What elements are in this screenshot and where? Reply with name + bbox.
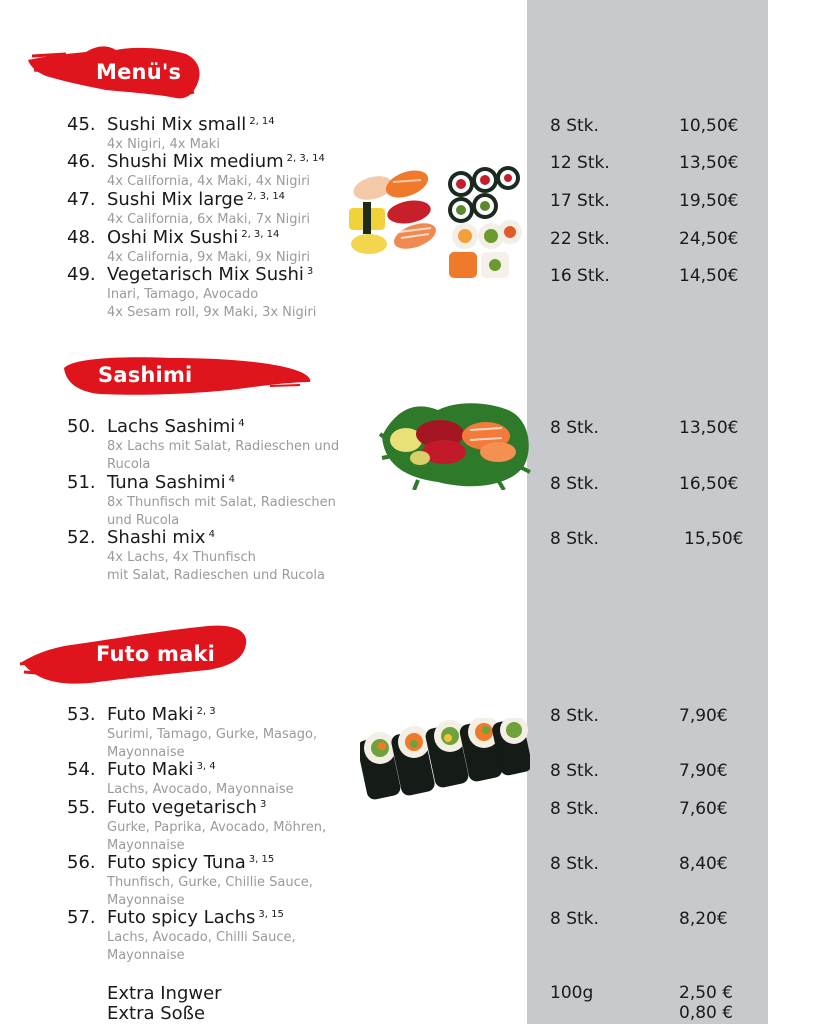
allergen-codes: 2, 3, 14 (246, 191, 286, 202)
item-price: 0,80 € (679, 1003, 734, 1023)
item-quantity: 8 Stk. (550, 799, 599, 819)
item-description: 4x Nigiri, 4x Maki (107, 137, 220, 152)
allergen-codes: 4 (228, 474, 235, 485)
item-description: 8x Thunfisch mit Salat, Radieschen und Rucola (107, 495, 336, 528)
item-quantity: 8 Stk. (550, 909, 599, 929)
item-quantity: 16 Stk. (550, 266, 610, 286)
item-quantity: 8 Stk. (550, 418, 599, 438)
item-price: 13,50€ (679, 153, 739, 173)
item-name: Tuna Sashimi $^4$ (107, 472, 235, 493)
allergen-codes: 2, 3 (196, 706, 216, 717)
allergen-codes: 4 (238, 418, 245, 429)
item-price: 2,50 € (679, 983, 734, 1003)
item-description: Lachs, Avocado, Chilli Sauce, Mayonnaise (107, 930, 296, 963)
futo-maki-photo (360, 718, 530, 806)
item-number: 51. (67, 472, 96, 493)
item-description: 4x California, 4x Maki, 4x Nigiri (107, 174, 311, 189)
item-quantity: 8 Stk. (550, 474, 599, 494)
item-quantity: 12 Stk. (550, 153, 610, 173)
item-quantity: 100g (550, 983, 594, 1003)
item-price: 7,90€ (679, 706, 728, 726)
section-title: Menü's (96, 60, 182, 84)
item-name: Sushi Mix small $^{2, 14}$ (107, 114, 275, 135)
item-price: 24,50€ (679, 229, 739, 249)
item-description: 4x California, 6x Maki, 7x Nigiri (107, 212, 311, 227)
item-number: 56. (67, 852, 96, 873)
allergen-codes: 2, 3, 14 (286, 153, 325, 164)
item-name: Futo spicy Tuna $^{3, 15}$ (107, 852, 275, 873)
item-description: Inari, Tamago, Avocado 4x Sesam roll, 9x Maki, 3x Nigiri (107, 287, 317, 320)
item-quantity: 8 Stk. (550, 706, 599, 726)
item-name: Shashi mix $^4$ (107, 527, 215, 548)
item-description: Lachs, Avocado, Mayonnaise (107, 782, 294, 797)
allergen-codes: 3 (306, 266, 314, 277)
item-number: 50. (67, 416, 96, 437)
item-price: 14,50€ (679, 266, 739, 286)
allergen-codes: 3, 4 (196, 761, 216, 772)
section-banner-sashimi (60, 352, 314, 400)
item-name: Vegetarisch Mix Sushi $^3$ (107, 264, 314, 285)
sashimi-photo (378, 396, 534, 490)
item-name: Extra Ingwer (107, 983, 222, 1004)
item-description: Surimi, Tamago, Gurke, Masago, Mayonnaise (107, 727, 318, 760)
item-name: Oshi Mix Sushi $^{2, 3, 14}$ (107, 227, 280, 248)
item-name: Lachs Sashimi $^4$ (107, 416, 245, 437)
item-number: 47. (67, 189, 96, 210)
item-price: 8,40€ (679, 854, 728, 874)
item-description: 4x California, 9x Maki, 9x Nigiri (107, 250, 311, 265)
allergen-codes: 2, 3, 14 (241, 229, 280, 240)
item-number: 57. (67, 907, 96, 928)
item-name: Sushi Mix large $^{2, 3, 14}$ (107, 189, 286, 210)
section-banner-futo-maki (18, 622, 250, 688)
item-description: 4x Lachs, 4x Thunfisch mit Salat, Radieschen und Rucola (107, 550, 325, 583)
item-price: 10,50€ (679, 116, 739, 136)
item-quantity: 8 Stk. (550, 116, 599, 136)
item-number: 45. (67, 114, 96, 135)
item-description: Gurke, Paprika, Avocado, Möhren, Mayonnaise (107, 820, 327, 853)
item-price: 7,60€ (679, 799, 728, 819)
item-quantity: 17 Stk. (550, 191, 610, 211)
item-number: 53. (67, 704, 96, 725)
item-description: Thunfisch, Gurke, Chillie Sauce, Mayonnaise (107, 875, 313, 908)
item-name: Shushi Mix medium $^{2, 3, 14}$ (107, 151, 325, 172)
item-name: Futo Maki $^{2, 3}$ (107, 704, 216, 725)
item-number: 54. (67, 759, 96, 780)
item-number: 46. (67, 151, 96, 172)
item-quantity: 8 Stk. (550, 529, 599, 549)
allergen-codes: 4 (208, 529, 215, 540)
item-quantity: 8 Stk. (550, 854, 599, 874)
item-quantity: 22 Stk. (550, 229, 610, 249)
item-name: Futo vegetarisch $^3$ (107, 797, 267, 818)
item-price: 13,50€ (679, 418, 739, 438)
section-title: Sashimi (98, 363, 193, 387)
allergen-codes: 2, 14 (249, 116, 275, 127)
item-number: 55. (67, 797, 96, 818)
sushi-mix-photo (345, 166, 525, 284)
item-number: 48. (67, 227, 96, 248)
item-price: 16,50€ (679, 474, 739, 494)
item-number: 49. (67, 264, 96, 285)
item-name: Futo Maki $^{3, 4}$ (107, 759, 216, 780)
item-price: 15,50€ (684, 529, 744, 549)
section-banner-menus (26, 42, 206, 102)
section-title: Futo maki (96, 642, 216, 666)
allergen-codes: 3 (259, 799, 267, 810)
item-price: 8,20€ (679, 909, 728, 929)
item-description: 8x Lachs mit Salat, Radieschen und Rucola (107, 439, 340, 472)
item-price: 19,50€ (679, 191, 739, 211)
item-number: 52. (67, 527, 96, 548)
item-name: Futo spicy Lachs $^{3, 15}$ (107, 907, 284, 928)
item-price: 7,90€ (679, 761, 728, 781)
item-name: Extra Soße (107, 1003, 206, 1024)
allergen-codes: 3, 15 (248, 854, 275, 865)
allergen-codes: 3, 15 (258, 909, 284, 920)
item-quantity: 8 Stk. (550, 761, 599, 781)
